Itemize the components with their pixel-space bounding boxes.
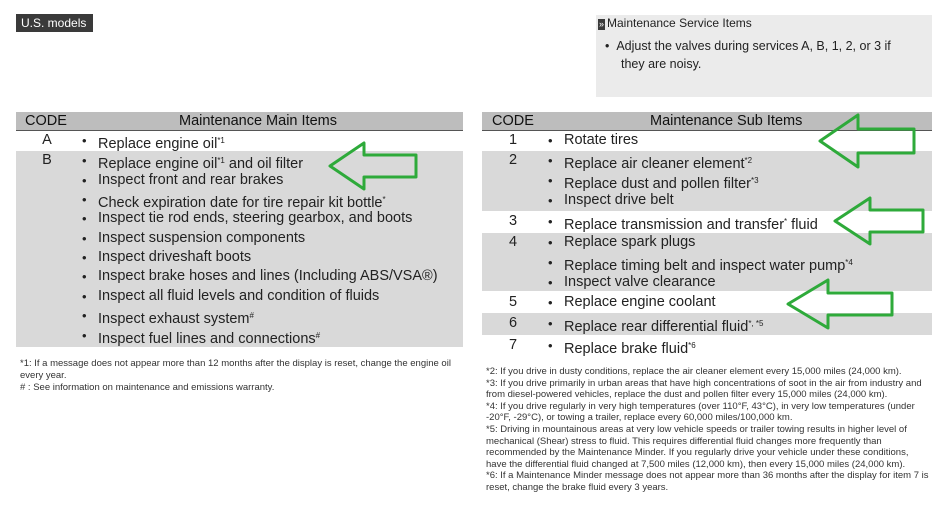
bullet-icon: •	[82, 269, 87, 284]
main-code-header: CODE	[25, 113, 67, 129]
green-arrow-left-sub-5	[786, 277, 896, 331]
green-arrow-left-sub-1	[818, 112, 918, 170]
bullet-icon: •	[548, 173, 553, 188]
green-arrow-left-main-b	[328, 140, 420, 192]
sub-item: Inspect valve clearance	[564, 274, 716, 290]
bullet-icon: •	[548, 295, 553, 310]
sub-code-4: 4	[508, 234, 518, 250]
bullet-icon: •	[548, 275, 553, 290]
footnote-line: *1: If a message does not appear more than 12 months after the display is reset, change the engine oil	[20, 358, 451, 369]
bullet-icon: •	[82, 211, 87, 226]
footnote-marker: *1	[217, 156, 225, 165]
sub-item: Replace transmission and transfer* fluid	[564, 217, 818, 233]
bullet-icon: •	[548, 316, 553, 331]
bullet-icon: •	[548, 193, 553, 208]
footnote-line: *5: Driving in mountainous areas at very low vehicle speeds or trailer towing results in higher level of	[486, 424, 907, 435]
bullet-icon: •	[548, 338, 553, 353]
sub-item: Replace engine coolant	[564, 294, 716, 310]
bullet-icon: •	[548, 214, 553, 229]
footnote-line: every year.	[20, 369, 67, 381]
footnote-marker: *4	[845, 258, 853, 267]
green-arrow-left-sub-3	[833, 195, 927, 247]
main-code-b: B	[42, 152, 52, 168]
footnote-marker: *1	[217, 136, 225, 145]
footnote-line: # : See information on maintenance and emissions warranty.	[20, 382, 275, 393]
bullet-icon: •	[548, 133, 553, 148]
main-item: Inspect front and rear brakes	[98, 172, 284, 188]
main-table-header	[16, 112, 463, 130]
footnote-line: from diesel-powered vehicles, replace the dust and pollen filter every 15,000 miles (24,000 km).	[486, 389, 888, 401]
sub-code-3: 3	[508, 213, 518, 229]
us-models-tag: U.S. models	[16, 14, 93, 32]
main-item: Inspect suspension components	[98, 230, 306, 246]
main-items-header: Maintenance Main Items	[179, 113, 337, 129]
bullet-icon: •	[82, 308, 87, 323]
main-item: Replace engine oil$^{*1}$	[98, 136, 225, 152]
sub-code-6: 6	[508, 315, 518, 331]
sub-item: Rotate tires	[564, 132, 639, 148]
bullet-icon: •	[548, 235, 553, 250]
bullet-icon: •	[548, 255, 553, 270]
sub-code-header: CODE	[492, 113, 534, 129]
bullet-icon: •	[82, 328, 87, 343]
footnote-line: mechanical (Shear) stress to fluid. This requires differential fluid changes more frequently than	[486, 435, 882, 447]
sub-item: Replace timing belt and inspect water pump$^{*4}$	[564, 258, 853, 274]
sub-item: Replace rear differential fluid$^{*, *5}$	[564, 319, 764, 335]
note-title: » Maintenance Service Items	[599, 16, 752, 30]
bullet-icon: •	[82, 192, 87, 207]
main-item: Inspect exhaust system#	[98, 311, 254, 327]
sub-items-header: Maintenance Sub Items	[650, 113, 803, 129]
footnote-marker: *2	[744, 156, 753, 165]
footnote-line: -20°F, -29°C), or towing a trailer, replace every 60,000 miles/100,000 km.	[486, 412, 793, 424]
footnote-line: *3: If you drive primarily in urban areas that have high concentrations of soot in the air from industry and	[486, 377, 922, 389]
footnote-marker: *, *5	[748, 319, 764, 328]
note-line-2: they are noisy.	[621, 57, 702, 71]
sub-item: Replace spark plugs	[564, 234, 696, 250]
sub-code-2: 2	[508, 152, 518, 168]
footnote-line: recommended by the Maintenance Minder. If you regularly drive your vehicle under these conditions,	[486, 447, 909, 459]
footnote-marker: #	[249, 311, 254, 320]
footnote-line: have the differential fluid changed at 7,500 miles (12,000 km), then every 15,000 miles (24,000 km).	[486, 458, 906, 470]
footnote-line: *2: If you drive in dusty conditions, replace the air cleaner element every 15,000 miles (24,000 km).	[486, 366, 902, 377]
bullet-icon: •	[548, 153, 553, 168]
bullet-icon: •	[82, 231, 87, 246]
main-item: Inspect driveshaft boots	[98, 249, 252, 265]
main-item: Check expiration date for tire repair kit bottle*	[98, 195, 386, 211]
footnote-line: *4: If you drive regularly in very high temperatures (over 110°F, 43°C), in very low temperatures (under	[486, 400, 915, 412]
sub-item: Replace dust and pollen filter$^{*3}$	[564, 176, 759, 192]
sub-code-1: 1	[508, 132, 518, 148]
bullet-icon: •	[82, 133, 87, 148]
sub-item: Replace brake fluid$^{*6}$	[564, 341, 696, 357]
main-item: Inspect all fluid levels and condition of fluids	[98, 288, 380, 304]
sub-item: Inspect drive belt	[564, 192, 674, 208]
footnote-marker: *	[382, 195, 386, 204]
double-chevron-icon: »	[599, 19, 605, 29]
footnote-marker: *6	[688, 341, 696, 350]
sub-code-5: 5	[508, 294, 518, 310]
note-line-1: • Adjust the valves during services A, B, 1, 2, or 3 if	[605, 39, 891, 53]
sub-item: Replace air cleaner element$^{*2}$	[564, 156, 753, 172]
footnote-marker: #	[315, 331, 321, 340]
footnote-line: reset, change the brake fluid every 3 years.	[486, 482, 669, 493]
footnote-line: *6: If a Maintenance Minder message does not appear more than 36 months after the display for item 7 is	[486, 470, 929, 482]
main-code-a: A	[42, 132, 52, 148]
main-item: Replace engine oil$^{*1}$ and oil filter	[98, 156, 304, 172]
main-item: Inspect brake hoses and lines (Including ABS/VSA®)	[98, 268, 438, 284]
bullet-icon: •	[82, 173, 87, 188]
main-item: Inspect fuel lines and connections#	[98, 331, 321, 347]
bullet-icon: •	[82, 250, 87, 265]
bullet-icon: •	[82, 289, 87, 304]
footnote-marker: *	[784, 217, 788, 226]
sub-code-7: 7	[508, 337, 518, 353]
footnote-marker: *3	[751, 176, 759, 185]
main-item: Inspect tie rod ends, steering gearbox, and boots	[98, 210, 413, 226]
bullet-icon: •	[82, 153, 87, 168]
